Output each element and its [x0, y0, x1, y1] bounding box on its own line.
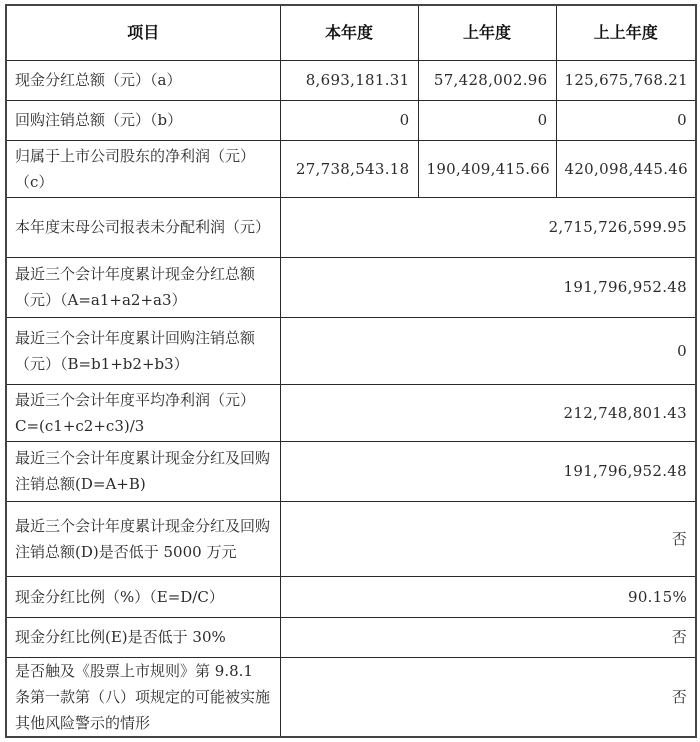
summary-row: [6, 501, 696, 576]
summary-row: [6, 441, 696, 501]
row-value: 0: [280, 317, 696, 384]
summary-row: [6, 617, 696, 657]
cell-year-before-last: 420,098,445.46: [556, 140, 696, 197]
table-row: [6, 140, 696, 197]
header-item: 项目: [6, 5, 280, 60]
row-label: 现金分红比例（%）（E=D/C）: [6, 576, 280, 617]
row-value: 否: [280, 617, 696, 657]
row-value: 212,748,801.43: [280, 384, 696, 441]
cell-last-year: 190,409,415.66: [418, 140, 556, 197]
cell-current-year: 0: [280, 100, 418, 140]
summary-row: [6, 384, 696, 441]
row-label: 最近三个会计年度累计回购注销总额（元）（B=b1+b2+b3）: [6, 317, 280, 384]
cell-year-before-last: 0: [556, 100, 696, 140]
header-current-year: 本年度: [280, 5, 418, 60]
header-year-before-last: 上上年度: [556, 5, 696, 60]
row-label: 是否触及《股票上市规则》第 9.8.1 条第一款第（八）项规定的可能被实施其他风险警示的情形: [6, 657, 280, 737]
summary-row: [6, 657, 696, 737]
row-label: 最近三个会计年度平均净利润（元）C=(c1+c2+c3)/3: [6, 384, 280, 441]
row-value: 否: [280, 501, 696, 576]
row-label: 本年度末母公司报表未分配利润（元）: [6, 197, 280, 257]
cell-current-year: 8,693,181.31: [280, 60, 418, 100]
row-label: 回购注销总额（元）（b）: [6, 100, 280, 140]
row-value: 90.15%: [280, 576, 696, 617]
cell-last-year: 57,428,002.96: [418, 60, 556, 100]
row-label: 归属于上市公司股东的净利润（元）（c）: [6, 140, 280, 197]
cell-year-before-last: 125,675,768.21: [556, 60, 696, 100]
dividend-summary-table: [5, 4, 697, 738]
row-value: 191,796,952.48: [280, 257, 696, 317]
row-label: 现金分红总额（元）（a）: [6, 60, 280, 100]
row-label: 最近三个会计年度累计现金分红总额（元）（A=a1+a2+a3）: [6, 257, 280, 317]
summary-row: [6, 317, 696, 384]
table-row: [6, 60, 696, 100]
table-row: [6, 100, 696, 140]
row-value: 2,715,726,599.95: [280, 197, 696, 257]
header-row: [6, 5, 696, 60]
row-label: 最近三个会计年度累计现金分红及回购注销总额(D)是否低于 5000 万元: [6, 501, 280, 576]
row-label: 最近三个会计年度累计现金分红及回购注销总额(D=A+B): [6, 441, 280, 501]
row-value: 否: [280, 657, 696, 737]
summary-row: [6, 576, 696, 617]
summary-row: [6, 197, 696, 257]
row-value: 191,796,952.48: [280, 441, 696, 501]
summary-row: [6, 257, 696, 317]
header-last-year: 上年度: [418, 5, 556, 60]
cell-current-year: 27,738,543.18: [280, 140, 418, 197]
cell-last-year: 0: [418, 100, 556, 140]
row-label: 现金分红比例(E)是否低于 30%: [6, 617, 280, 657]
